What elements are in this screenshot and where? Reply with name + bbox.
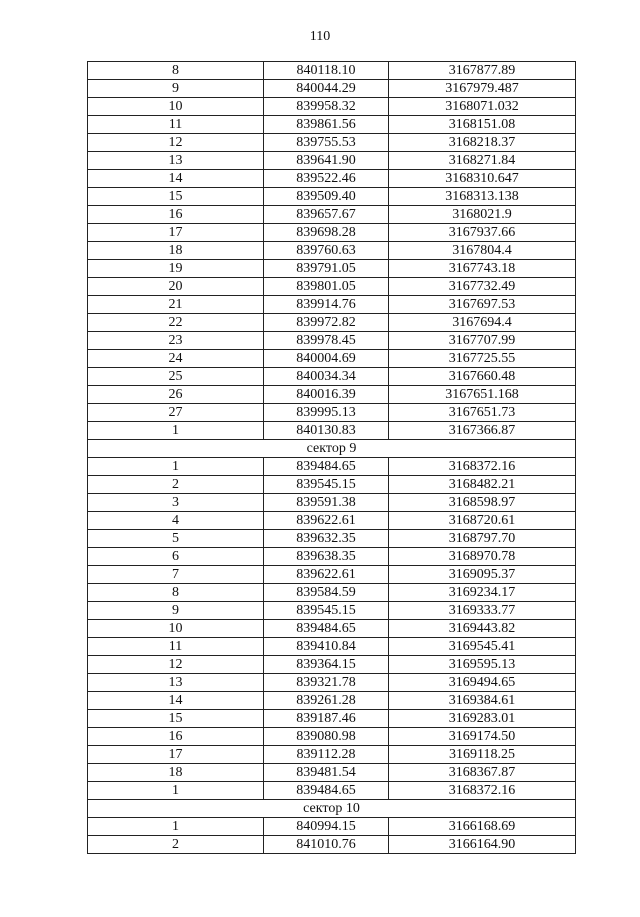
table-row xyxy=(88,350,576,368)
y-coordinate-cell: 3168218.37 xyxy=(389,134,576,152)
table-row xyxy=(88,602,576,620)
y-coordinate-cell: 3169174.50 xyxy=(389,728,576,746)
point-number-cell: 18 xyxy=(88,764,264,782)
y-coordinate-cell: 3169118.25 xyxy=(389,746,576,764)
y-coordinate-cell: 3167979.487 xyxy=(389,80,576,98)
x-coordinate-cell: 839484.65 xyxy=(264,782,389,800)
table-row xyxy=(88,674,576,692)
y-coordinate-cell: 3168970.78 xyxy=(389,548,576,566)
sector-header: сектор 10 xyxy=(88,800,576,818)
point-number-cell: 1 xyxy=(88,458,264,476)
point-number-cell: 5 xyxy=(88,530,264,548)
y-coordinate-cell: 3168310.647 xyxy=(389,170,576,188)
table-row xyxy=(88,584,576,602)
x-coordinate-cell: 839584.59 xyxy=(264,584,389,602)
x-coordinate-cell: 839410.84 xyxy=(264,638,389,656)
x-coordinate-cell: 839545.15 xyxy=(264,602,389,620)
table-row xyxy=(88,242,576,260)
sector-header-row xyxy=(88,440,576,458)
x-coordinate-cell: 839632.35 xyxy=(264,530,389,548)
x-coordinate-cell: 839591.38 xyxy=(264,494,389,512)
table-row xyxy=(88,152,576,170)
x-coordinate-cell: 840994.15 xyxy=(264,818,389,836)
x-coordinate-cell: 839484.65 xyxy=(264,458,389,476)
y-coordinate-cell: 3167697.53 xyxy=(389,296,576,314)
point-number-cell: 13 xyxy=(88,152,264,170)
point-number-cell: 15 xyxy=(88,710,264,728)
point-number-cell: 13 xyxy=(88,674,264,692)
table-row xyxy=(88,224,576,242)
x-coordinate-cell: 839657.67 xyxy=(264,206,389,224)
y-coordinate-cell: 3169494.65 xyxy=(389,674,576,692)
point-number-cell: 3 xyxy=(88,494,264,512)
table-row xyxy=(88,512,576,530)
point-number-cell: 25 xyxy=(88,368,264,386)
point-number-cell: 10 xyxy=(88,98,264,116)
y-coordinate-cell: 3168372.16 xyxy=(389,782,576,800)
x-coordinate-cell: 839522.46 xyxy=(264,170,389,188)
coordinates-table xyxy=(87,61,576,854)
table-row xyxy=(88,458,576,476)
point-number-cell: 14 xyxy=(88,170,264,188)
y-coordinate-cell: 3169545.41 xyxy=(389,638,576,656)
y-coordinate-cell: 3168071.032 xyxy=(389,98,576,116)
point-number-cell: 14 xyxy=(88,692,264,710)
x-coordinate-cell: 839261.28 xyxy=(264,692,389,710)
y-coordinate-cell: 3167707.99 xyxy=(389,332,576,350)
table-row xyxy=(88,764,576,782)
y-coordinate-cell: 3167937.66 xyxy=(389,224,576,242)
x-coordinate-cell: 840016.39 xyxy=(264,386,389,404)
point-number-cell: 11 xyxy=(88,116,264,134)
point-number-cell: 1 xyxy=(88,422,264,440)
x-coordinate-cell: 839641.90 xyxy=(264,152,389,170)
table-row xyxy=(88,548,576,566)
x-coordinate-cell: 839861.56 xyxy=(264,116,389,134)
point-number-cell: 7 xyxy=(88,566,264,584)
x-coordinate-cell: 840044.29 xyxy=(264,80,389,98)
y-coordinate-cell: 3168367.87 xyxy=(389,764,576,782)
point-number-cell: 23 xyxy=(88,332,264,350)
table-row xyxy=(88,278,576,296)
point-number-cell: 22 xyxy=(88,314,264,332)
point-number-cell: 17 xyxy=(88,224,264,242)
table-row xyxy=(88,386,576,404)
point-number-cell: 18 xyxy=(88,242,264,260)
x-coordinate-cell: 839972.82 xyxy=(264,314,389,332)
x-coordinate-cell: 839622.61 xyxy=(264,512,389,530)
point-number-cell: 15 xyxy=(88,188,264,206)
point-number-cell: 20 xyxy=(88,278,264,296)
y-coordinate-cell: 3168598.97 xyxy=(389,494,576,512)
point-number-cell: 12 xyxy=(88,134,264,152)
table-row xyxy=(88,332,576,350)
table-row xyxy=(88,476,576,494)
point-number-cell: 16 xyxy=(88,728,264,746)
y-coordinate-cell: 3168797.70 xyxy=(389,530,576,548)
x-coordinate-cell: 839914.76 xyxy=(264,296,389,314)
y-coordinate-cell: 3167660.48 xyxy=(389,368,576,386)
coordinates-table-body xyxy=(88,62,576,854)
table-row xyxy=(88,566,576,584)
y-coordinate-cell: 3169283.01 xyxy=(389,710,576,728)
y-coordinate-cell: 3167732.49 xyxy=(389,278,576,296)
point-number-cell: 10 xyxy=(88,620,264,638)
point-number-cell: 2 xyxy=(88,836,264,854)
point-number-cell: 17 xyxy=(88,746,264,764)
table-row xyxy=(88,98,576,116)
x-coordinate-cell: 839638.35 xyxy=(264,548,389,566)
point-number-cell: 11 xyxy=(88,638,264,656)
x-coordinate-cell: 840118.10 xyxy=(264,62,389,80)
point-number-cell: 1 xyxy=(88,818,264,836)
table-row xyxy=(88,818,576,836)
y-coordinate-cell: 3169443.82 xyxy=(389,620,576,638)
y-coordinate-cell: 3166168.69 xyxy=(389,818,576,836)
table-row xyxy=(88,80,576,98)
y-coordinate-cell: 3168151.08 xyxy=(389,116,576,134)
y-coordinate-cell: 3169333.77 xyxy=(389,602,576,620)
x-coordinate-cell: 839484.65 xyxy=(264,620,389,638)
table-row xyxy=(88,620,576,638)
y-coordinate-cell: 3167651.73 xyxy=(389,404,576,422)
table-row xyxy=(88,206,576,224)
table-row xyxy=(88,260,576,278)
x-coordinate-cell: 839760.63 xyxy=(264,242,389,260)
point-number-cell: 4 xyxy=(88,512,264,530)
table-row xyxy=(88,134,576,152)
point-number-cell: 26 xyxy=(88,386,264,404)
x-coordinate-cell: 839995.13 xyxy=(264,404,389,422)
table-row xyxy=(88,692,576,710)
table-row xyxy=(88,638,576,656)
x-coordinate-cell: 839321.78 xyxy=(264,674,389,692)
x-coordinate-cell: 840130.83 xyxy=(264,422,389,440)
table-row xyxy=(88,836,576,854)
table-row xyxy=(88,170,576,188)
x-coordinate-cell: 839509.40 xyxy=(264,188,389,206)
x-coordinate-cell: 839112.28 xyxy=(264,746,389,764)
point-number-cell: 9 xyxy=(88,602,264,620)
y-coordinate-cell: 3168372.16 xyxy=(389,458,576,476)
point-number-cell: 1 xyxy=(88,782,264,800)
x-coordinate-cell: 839791.05 xyxy=(264,260,389,278)
y-coordinate-cell: 3167694.4 xyxy=(389,314,576,332)
table-row xyxy=(88,188,576,206)
table-row xyxy=(88,782,576,800)
x-coordinate-cell: 839080.98 xyxy=(264,728,389,746)
y-coordinate-cell: 3168271.84 xyxy=(389,152,576,170)
y-coordinate-cell: 3169595.13 xyxy=(389,656,576,674)
table-row xyxy=(88,422,576,440)
table-row xyxy=(88,314,576,332)
point-number-cell: 27 xyxy=(88,404,264,422)
y-coordinate-cell: 3167743.18 xyxy=(389,260,576,278)
point-number-cell: 19 xyxy=(88,260,264,278)
x-coordinate-cell: 839801.05 xyxy=(264,278,389,296)
y-coordinate-cell: 3168313.138 xyxy=(389,188,576,206)
table-row xyxy=(88,746,576,764)
y-coordinate-cell: 3169095.37 xyxy=(389,566,576,584)
y-coordinate-cell: 3168720.61 xyxy=(389,512,576,530)
table-row xyxy=(88,530,576,548)
x-coordinate-cell: 839755.53 xyxy=(264,134,389,152)
y-coordinate-cell: 3167725.55 xyxy=(389,350,576,368)
table-row xyxy=(88,116,576,134)
table-row xyxy=(88,710,576,728)
x-coordinate-cell: 839545.15 xyxy=(264,476,389,494)
x-coordinate-cell: 839978.45 xyxy=(264,332,389,350)
y-coordinate-cell: 3166164.90 xyxy=(389,836,576,854)
x-coordinate-cell: 839958.32 xyxy=(264,98,389,116)
point-number-cell: 12 xyxy=(88,656,264,674)
table-row xyxy=(88,728,576,746)
y-coordinate-cell: 3167877.89 xyxy=(389,62,576,80)
table-row xyxy=(88,494,576,512)
table-row xyxy=(88,656,576,674)
y-coordinate-cell: 3168482.21 xyxy=(389,476,576,494)
page-number: 110 xyxy=(309,29,331,44)
point-number-cell: 2 xyxy=(88,476,264,494)
y-coordinate-cell: 3168021.9 xyxy=(389,206,576,224)
x-coordinate-cell: 840034.34 xyxy=(264,368,389,386)
point-number-cell: 8 xyxy=(88,584,264,602)
y-coordinate-cell: 3169234.17 xyxy=(389,584,576,602)
sector-header: сектор 9 xyxy=(88,440,576,458)
x-coordinate-cell: 839364.15 xyxy=(264,656,389,674)
x-coordinate-cell: 841010.76 xyxy=(264,836,389,854)
table-row xyxy=(88,404,576,422)
table-row xyxy=(88,62,576,80)
x-coordinate-cell: 839481.54 xyxy=(264,764,389,782)
y-coordinate-cell: 3167366.87 xyxy=(389,422,576,440)
point-number-cell: 21 xyxy=(88,296,264,314)
y-coordinate-cell: 3167651.168 xyxy=(389,386,576,404)
y-coordinate-cell: 3169384.61 xyxy=(389,692,576,710)
y-coordinate-cell: 3167804.4 xyxy=(389,242,576,260)
point-number-cell: 16 xyxy=(88,206,264,224)
point-number-cell: 6 xyxy=(88,548,264,566)
x-coordinate-cell: 839622.61 xyxy=(264,566,389,584)
x-coordinate-cell: 839698.28 xyxy=(264,224,389,242)
point-number-cell: 9 xyxy=(88,80,264,98)
sector-header-row xyxy=(88,800,576,818)
point-number-cell: 24 xyxy=(88,350,264,368)
x-coordinate-cell: 840004.69 xyxy=(264,350,389,368)
point-number-cell: 8 xyxy=(88,62,264,80)
table-row xyxy=(88,368,576,386)
x-coordinate-cell: 839187.46 xyxy=(264,710,389,728)
table-row xyxy=(88,296,576,314)
